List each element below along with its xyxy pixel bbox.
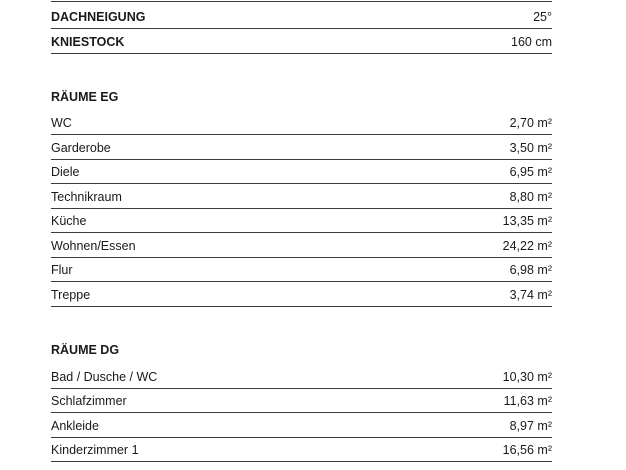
table-row: [51, 257, 552, 282]
row-label: Küche: [51, 214, 87, 228]
table-row: [51, 135, 552, 160]
row-kniestock: [51, 29, 552, 54]
table-row: [51, 208, 552, 233]
row-value: 6,95 m²: [509, 165, 552, 179]
row-label: Diele: [51, 165, 80, 179]
row-label: Schlafzimmer: [51, 394, 127, 408]
row-value: 2,70 m²: [509, 116, 552, 130]
row-value: 16,56 m²: [502, 443, 552, 457]
table-row: [51, 364, 552, 389]
row-value: 3,50 m²: [509, 141, 552, 155]
section-heading-eg: RÄUME EG: [51, 90, 119, 104]
table-row: [51, 282, 552, 307]
row-value: 24,22 m²: [502, 239, 552, 253]
row-value: 25°: [533, 10, 552, 24]
table-row: [51, 110, 552, 135]
row-value: 8,80 m²: [509, 190, 552, 204]
row-value: 11,63 m²: [503, 394, 552, 408]
row-value: 8,97 m²: [509, 419, 552, 433]
row-value: 160 cm: [511, 35, 552, 49]
row-label: Wohnen/Essen: [51, 239, 136, 253]
row-label: WC: [51, 116, 72, 130]
row-value: 10,30 m²: [502, 370, 552, 384]
table-row: [51, 388, 552, 413]
table-row: [51, 437, 552, 462]
row-label: KNIESTOCK: [51, 35, 125, 49]
table-row: [51, 159, 552, 184]
table-row: [51, 233, 552, 258]
section-heading-dg: RÄUME DG: [51, 343, 120, 357]
row-value: 6,98 m²: [509, 263, 552, 277]
row-label: Garderobe: [51, 141, 111, 155]
row-label: Technikraum: [51, 190, 122, 204]
row-label: Ankleide: [51, 419, 99, 433]
row-label: Kinderzimmer 1: [51, 443, 139, 457]
row-label: Treppe: [51, 288, 91, 302]
row-label: Flur: [51, 263, 73, 277]
row-value: 3,74 m²: [509, 288, 552, 302]
top-divider: [51, 1, 552, 2]
row-dachneigung: [51, 4, 552, 29]
row-label: Bad / Dusche / WC: [51, 370, 158, 384]
table-row: [51, 184, 552, 209]
table-row: [51, 413, 552, 438]
row-value: 13,35 m²: [502, 214, 552, 228]
row-label: DACHNEIGUNG: [51, 10, 146, 24]
